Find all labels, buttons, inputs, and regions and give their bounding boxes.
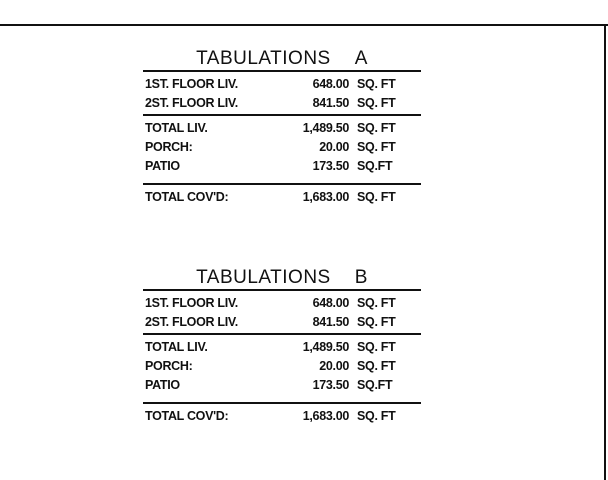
row-unit: SQ. FT <box>357 339 396 354</box>
row-label: 2ST. FLOOR LIV. <box>145 314 238 329</box>
tabulations-b-table <box>143 267 421 428</box>
row-value: 20.00 <box>319 139 349 154</box>
row-label: 1ST. FLOOR LIV. <box>145 76 238 91</box>
title-word: TABULATIONS <box>196 48 331 69</box>
table-row <box>143 156 421 175</box>
row-value: 841.50 <box>312 95 349 110</box>
title-letter: B <box>354 267 368 288</box>
row-label: TOTAL LIV. <box>145 120 208 135</box>
row-label: 2ST. FLOOR LIV. <box>145 95 238 110</box>
floor-group <box>143 72 421 114</box>
row-value: 173.50 <box>312 158 349 173</box>
row-unit: SQ. FT <box>357 76 396 91</box>
row-label: PATIO <box>145 158 180 173</box>
table-row <box>143 312 421 331</box>
table-row <box>143 118 421 137</box>
row-value: 1,489.50 <box>302 339 349 354</box>
title-word: TABULATIONS <box>196 267 331 288</box>
table-row <box>143 74 421 93</box>
table-row <box>143 137 421 156</box>
row-value: 1,489.50 <box>302 120 349 135</box>
subtotal-group <box>143 335 421 396</box>
table-row <box>143 93 421 112</box>
table-row <box>143 375 421 394</box>
row-unit: SQ. FT <box>357 139 396 154</box>
table-row <box>143 356 421 375</box>
row-value: 648.00 <box>312 76 349 91</box>
row-label: PORCH: <box>145 139 193 154</box>
tabulations-b-title <box>143 267 421 289</box>
row-label: PATIO <box>145 377 180 392</box>
total-value: 1,683.00 <box>302 190 349 204</box>
sheet-right-border <box>604 24 606 480</box>
total-unit: SQ. FT <box>357 409 396 423</box>
row-value: 173.50 <box>312 377 349 392</box>
tabulations-a-table <box>143 48 421 209</box>
row-unit: SQ. FT <box>357 314 396 329</box>
floor-group <box>143 291 421 333</box>
row-unit: SQ.FT <box>357 158 393 173</box>
row-unit: SQ. FT <box>357 295 396 310</box>
table-row <box>143 337 421 356</box>
row-value: 841.50 <box>312 314 349 329</box>
row-unit: SQ. FT <box>357 120 396 135</box>
row-label: TOTAL LIV. <box>145 339 208 354</box>
row-unit: SQ. FT <box>357 358 396 373</box>
row-label: 1ST. FLOOR LIV. <box>145 295 238 310</box>
total-label: TOTAL COV'D: <box>145 190 229 204</box>
table-row <box>143 293 421 312</box>
total-unit: SQ. FT <box>357 190 396 204</box>
row-unit: SQ. FT <box>357 95 396 110</box>
sheet-top-border <box>0 24 608 26</box>
tabulations-a-title <box>143 48 421 70</box>
total-row <box>143 404 421 428</box>
title-letter: A <box>354 48 368 69</box>
total-row <box>143 185 421 209</box>
row-unit: SQ.FT <box>357 377 393 392</box>
row-value: 20.00 <box>319 358 349 373</box>
row-value: 648.00 <box>312 295 349 310</box>
total-value: 1,683.00 <box>302 409 349 423</box>
total-label: TOTAL COV'D: <box>145 409 229 423</box>
row-label: PORCH: <box>145 358 193 373</box>
subtotal-group <box>143 116 421 177</box>
